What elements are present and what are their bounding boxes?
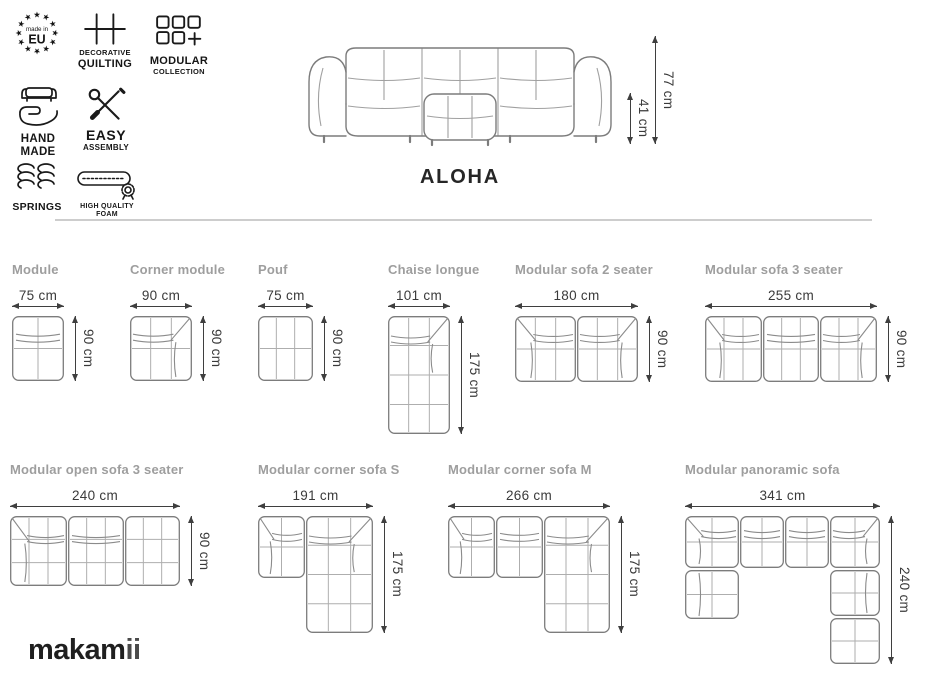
- width-label: 240 cm: [71, 488, 119, 503]
- figure-open-sofa-3-seater: [10, 462, 212, 586]
- svg-text:★: ★: [50, 29, 61, 37]
- figure-title: Modular sofa 3 seater: [705, 262, 843, 277]
- badge-modular-collection: [148, 12, 210, 76]
- badge-label: QUILTING: [77, 57, 133, 70]
- topview-drawing: [258, 316, 313, 381]
- sofa-front-drawing: [300, 26, 620, 148]
- width-label: 266 cm: [505, 488, 553, 503]
- height-arrow: [888, 316, 889, 382]
- height-label: 175 cm: [627, 551, 642, 598]
- total-height-dimension: [655, 36, 676, 144]
- seat-height-dimension: [630, 93, 651, 144]
- badge-made-in-label: made in: [25, 25, 49, 33]
- svg-text:★: ★: [40, 42, 53, 56]
- badge-label: FOAM: [96, 211, 118, 219]
- height-arrow: [630, 93, 631, 144]
- brand-logo-suffix: ii: [125, 634, 141, 666]
- section-divider: [55, 219, 872, 221]
- width-arrow: [388, 306, 450, 307]
- svg-text:★: ★: [14, 17, 28, 30]
- height-arrow: [324, 316, 325, 381]
- height-label: 90 cm: [209, 329, 224, 368]
- width-arrow: [258, 306, 313, 307]
- height-label: 90 cm: [330, 329, 345, 368]
- figure-sofa-2-seater: [515, 262, 670, 382]
- topview-drawing: [130, 316, 192, 381]
- quilting-icon: [82, 12, 128, 46]
- brand-logo: [28, 634, 141, 667]
- height-arrow: [649, 316, 650, 382]
- easy-assembly-icon: [85, 86, 127, 124]
- width-arrow: [515, 306, 638, 307]
- height-arrow: [203, 316, 204, 381]
- figure-corner-sofa-s: [258, 462, 405, 633]
- svg-text:★: ★: [33, 9, 41, 20]
- svg-text:★: ★: [46, 17, 60, 30]
- height-arrow: [75, 316, 76, 381]
- badge-label: MODULAR: [149, 55, 209, 67]
- badge-eu-label: EU: [28, 32, 46, 47]
- hand-made-icon: [14, 84, 62, 130]
- badge-hand-made: [10, 84, 66, 159]
- figure-pouf: [258, 262, 345, 381]
- figure-title: Modular corner sofa S: [258, 462, 400, 477]
- figure-corner-module: [130, 262, 225, 381]
- figure-panoramic-sofa: [685, 462, 912, 664]
- svg-text:★: ★: [40, 10, 53, 24]
- width-arrow: [685, 506, 880, 507]
- width-label: 90 cm: [141, 288, 181, 303]
- svg-text:★: ★: [46, 36, 60, 49]
- product-name: ALOHA: [419, 166, 501, 188]
- figure-title: Corner module: [130, 262, 226, 277]
- foam-icon: [76, 166, 138, 200]
- width-arrow: [130, 306, 192, 307]
- height-arrow: [891, 516, 892, 664]
- height-label: 90 cm: [81, 329, 96, 368]
- figure-title: Module: [12, 262, 59, 277]
- badge-decorative-quilting: [76, 12, 134, 70]
- badge-label: HAND: [20, 133, 56, 145]
- badge-high-quality-foam: [72, 166, 142, 219]
- svg-text:★: ★: [21, 10, 34, 24]
- topview-drawing: [685, 516, 880, 664]
- figure-title: Modular sofa 2 seater: [515, 262, 653, 277]
- figure-title: Modular panoramic sofa: [685, 462, 840, 477]
- topview-drawing: [705, 316, 877, 382]
- height-arrow: [461, 316, 462, 434]
- topview-drawing: [448, 516, 610, 633]
- height-label: 90 cm: [894, 329, 909, 369]
- badge-label: COLLECTION: [153, 66, 205, 76]
- width-arrow: [448, 506, 610, 507]
- topview-drawing: [388, 316, 450, 434]
- topview-drawing: [12, 316, 64, 381]
- springs-icon: [14, 162, 60, 198]
- width-arrow: [10, 506, 180, 507]
- modular-collection-icon: [154, 12, 204, 52]
- height-arrow: [655, 36, 656, 144]
- height-label: 175 cm: [467, 351, 482, 399]
- seat-height-label: 41 cm: [636, 99, 651, 138]
- figure-chaise-longue: [388, 262, 482, 434]
- width-arrow: [705, 306, 877, 307]
- width-label: 75 cm: [266, 288, 305, 303]
- width-label: 75 cm: [18, 288, 58, 303]
- badge-label: SPRINGS: [12, 201, 62, 213]
- height-label: 240 cm: [897, 566, 912, 614]
- brand-logo-main: makam: [28, 634, 126, 666]
- height-arrow: [384, 516, 385, 633]
- badge-label: ASSEMBLY: [82, 143, 130, 153]
- figure-title: Modular corner sofa M: [448, 462, 592, 477]
- badge-made-in-eu: [8, 6, 66, 63]
- height-arrow: [191, 516, 192, 586]
- width-label: 255 cm: [767, 288, 815, 303]
- figure-title: Pouf: [258, 262, 288, 277]
- figure-corner-sofa-m: [448, 462, 642, 633]
- height-label: 90 cm: [197, 531, 212, 571]
- svg-text:★: ★: [13, 29, 24, 37]
- figure-title: Chaise longue: [388, 262, 480, 277]
- width-label: 101 cm: [395, 288, 443, 303]
- badge-label: DECORATIVE: [79, 48, 131, 57]
- eu-stars-icon: [10, 6, 64, 60]
- topview-drawing: [258, 516, 373, 633]
- badge-label: MADE: [20, 146, 56, 159]
- figure-sofa-3-seater: [705, 262, 909, 382]
- total-height-label: 77 cm: [661, 70, 676, 110]
- figure-title: Modular open sofa 3 seater: [10, 462, 184, 477]
- badge-easy-assembly: [76, 86, 136, 152]
- badge-label: HIGH QUALITY: [80, 203, 134, 210]
- svg-text:★: ★: [14, 36, 28, 49]
- height-label: 175 cm: [390, 551, 405, 598]
- topview-drawing: [10, 516, 180, 586]
- figure-module: [12, 262, 96, 381]
- height-arrow: [621, 516, 622, 633]
- svg-text:★: ★: [21, 42, 34, 56]
- width-arrow: [258, 506, 373, 507]
- badge-label: EASY: [85, 127, 127, 143]
- badge-springs: [8, 162, 66, 213]
- svg-text:★: ★: [33, 46, 41, 57]
- width-arrow: [12, 306, 64, 307]
- width-label: 191 cm: [292, 488, 339, 503]
- width-label: 180 cm: [553, 288, 600, 303]
- topview-drawing: [515, 316, 638, 382]
- height-label: 90 cm: [655, 329, 670, 369]
- width-label: 341 cm: [759, 488, 806, 503]
